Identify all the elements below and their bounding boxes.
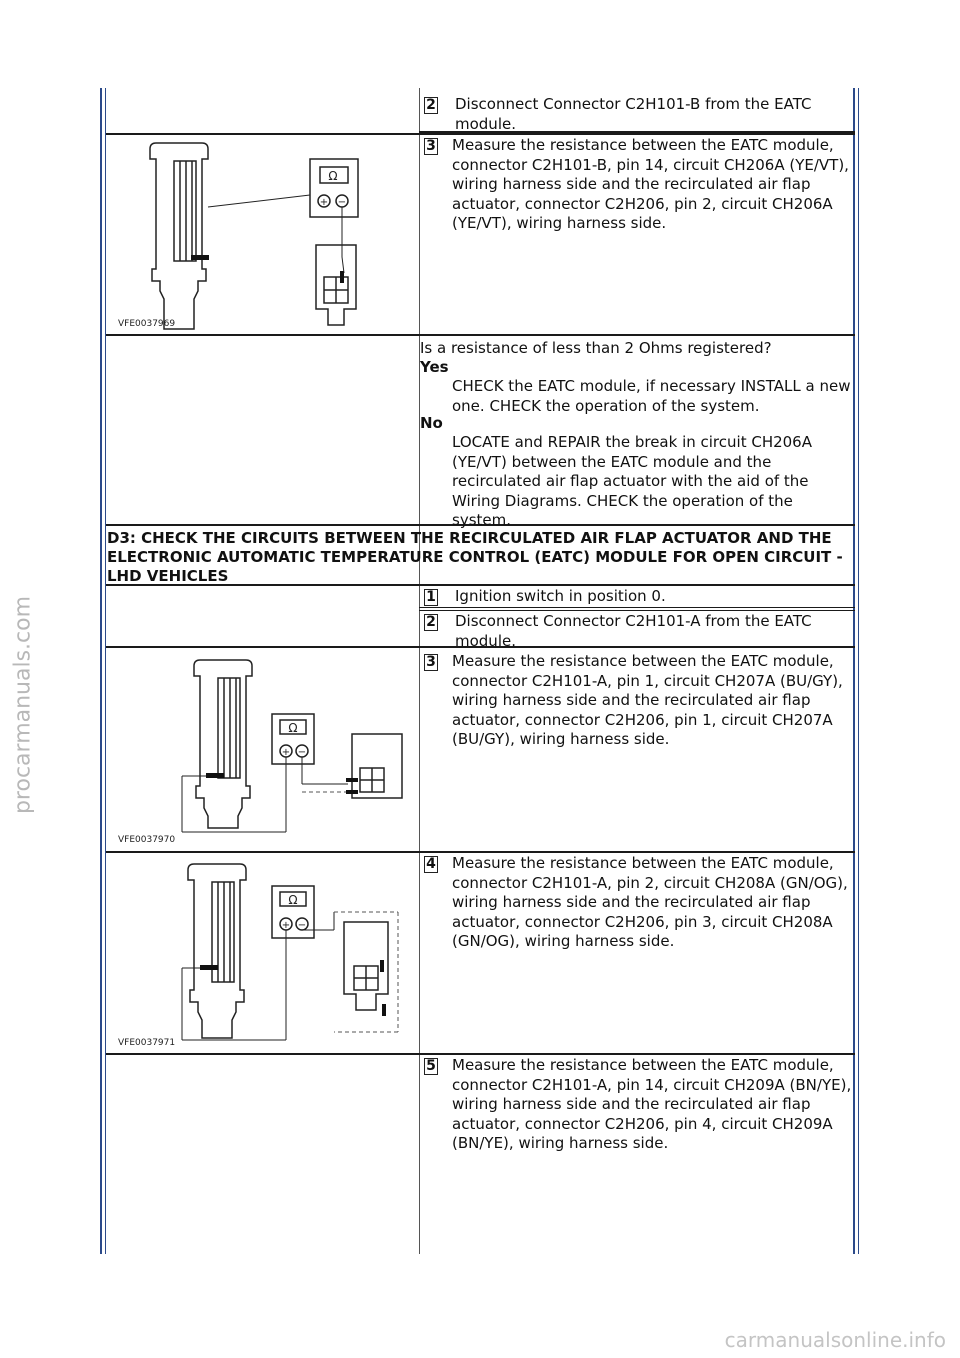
rule [106,1053,855,1055]
ohm-symbol: Ω [328,169,338,183]
question-text: Is a resistance of less than 2 Ohms registered? [420,339,772,357]
step-text: Disconnect Connector C2H101-B from the EATC module. [455,95,812,133]
step-number: 1 [424,589,438,606]
minus-terminal: − [297,747,307,758]
figure-label: VFE0037970 [118,835,176,845]
ohm-symbol: Ω [288,893,298,907]
no-label: No [420,414,443,432]
minus-terminal: − [337,197,347,208]
column-divider [419,88,420,1254]
wiring-figure-1 [108,137,416,332]
rule [419,607,855,608]
rule [419,610,855,611]
step-text: Measure the resistance between the EATC module, connector C2H101-A, pin 2, circuit CH208A (GN/OG), wiring harness side and the recirculated air flap actuator, connector C2H206, pin 3, circuit CH208A (GN/OG), wiring harness side. [452,854,848,950]
left-border-inner [105,88,106,1254]
ohm-symbol: Ω [288,721,298,735]
wiring-figure-3 [108,856,416,1051]
step-number: 4 [424,856,438,873]
plus-terminal: + [319,197,329,208]
wiring-figure-2 [108,652,416,848]
watermark-bottom: carmanualsonline.info [724,1328,946,1352]
plus-terminal: + [281,920,291,931]
figure-label: VFE0037971 [118,1038,176,1048]
step-text: Measure the resistance between the EATC module, connector C2H101-B, pin 14, circuit CH206A (YE/VT), wiring harness side and the recirculated air flap actuator, connector C2H206, pin 2, circuit CH206A (YE/VT), wiring harness side. [452,136,849,232]
section-heading: D3: CHECK THE CIRCUITS BETWEEN THE RECIRCULATED AIR FLAP ACTUATOR AND THE ELECTRONIC AUTOMATIC TEMPERATURE CONTROL (EATC) MODULE FOR OPEN CIRCUIT - LHD VEHICLES [107,529,843,585]
plus-terminal: + [281,747,291,758]
step-text: Ignition switch in position 0. [455,587,666,605]
step-number: 3 [424,138,438,155]
step-text: Disconnect Connector C2H101-A from the EATC module. [455,612,812,650]
rule [106,334,855,336]
right-border-outer [858,88,859,1254]
rule [106,851,855,853]
figure-label: VFE0037969 [118,319,176,329]
step-text: Measure the resistance between the EATC module, connector C2H101-A, pin 1, circuit CH207A (BU/GY), wiring harness side and the recirculated air flap actuator, connector C2H206, pin 1, circuit CH207A (BU/GY), wiring harness side. [452,652,843,748]
step-number: 5 [424,1058,438,1075]
watermark-side: procarmanuals.com [10,595,36,815]
step-number: 2 [424,97,438,114]
step-text: Measure the resistance between the EATC module, connector C2H101-A, pin 14, circuit CH209A (BN/YE), wiring harness side and the recirculated air flap actuator, connector C2H206, pin 4, circuit CH209A (BN/YE), wiring harness side. [452,1056,852,1152]
minus-terminal: − [297,920,307,931]
step-number: 2 [424,614,438,631]
left-border [100,88,102,1254]
yes-label: Yes [420,358,449,376]
no-text: LOCATE and REPAIR the break in circuit CH206A (YE/VT) between the EATC module and the recirculated air flap actuator with the aid of the Wiring Diagrams. CHECK the operation of the system. [452,433,812,529]
yes-text: CHECK the EATC module, if necessary INSTALL a new one. CHECK the operation of the system. [452,377,851,415]
step-number: 3 [424,654,438,671]
